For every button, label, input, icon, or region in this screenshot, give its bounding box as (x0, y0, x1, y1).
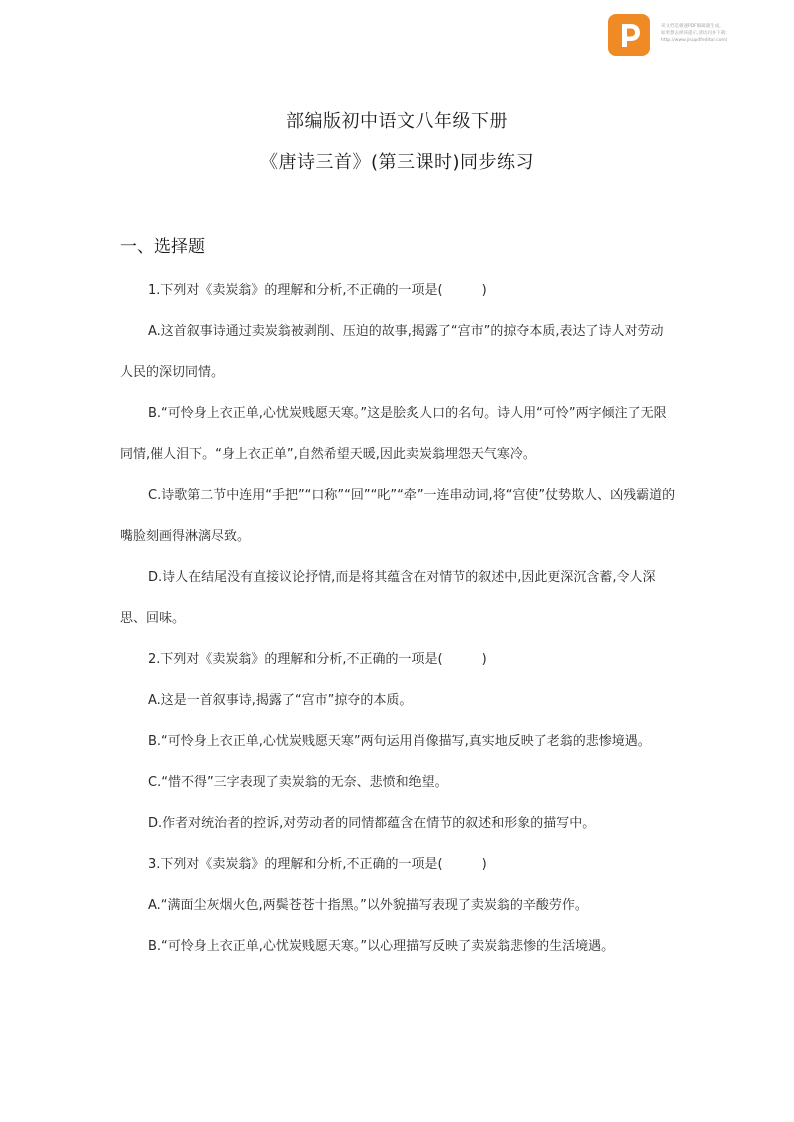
answer-option: C.诗歌第二节中连用“手把”“口称”“回”“叱”“牵”一连串动词,将“宫使”仗势欺人、凶残霸道的嘴脸刻画得淋漓尽致。 (120, 488, 676, 544)
watermark-line: 该文档是极速PDF编辑器生成, (661, 24, 721, 29)
pdf-editor-logo (608, 14, 650, 56)
answer-option: D.作者对统治者的控诉,对劳动者的同情都蕴含在情节的叙述和形象的描写中。 (148, 816, 596, 831)
document-title: 部编版初中语文八年级下册 (286, 111, 508, 132)
answer-option: A.“满面尘灰烟火色,两鬓苍苍十指黑。”以外貌描写表现了卖炭翁的辛酸劳作。 (148, 898, 588, 913)
watermark-url: http://www.jisupdfeditor.com/ (661, 38, 728, 43)
answer-option: B.“可怜身上衣正单,心忧炭贱愿天寒。”这是脍炙人口的名句。诗人用“可怜”两字倾注了无限同情,催人泪下。“身上衣正单”,自然希望天暖,因此卖炭翁埋怨天气寒冷。 (120, 406, 667, 462)
watermark-line: 如果想去掉该提示,请访问并下载: (661, 31, 727, 36)
document-subtitle: 《唐诗三首》(第三课时)同步练习 (259, 152, 535, 173)
answer-option: C.“惜不得”三字表现了卖炭翁的无奈、悲愤和绝望。 (148, 775, 448, 790)
watermark-notice (661, 23, 789, 44)
question-content (120, 270, 676, 967)
answer-option: A.这首叙事诗通过卖炭翁被剥削、压迫的故事,揭露了“宫市”的掠夺本质,表达了诗人对劳动人民的深切同情。 (120, 324, 664, 380)
question-stem: 1.下列对《卖炭翁》的理解和分析,不正确的一项是( ) (148, 283, 487, 298)
answer-option: B.“可怜身上衣正单,心忧炭贱愿天寒”两句运用肖像描写,真实地反映了老翁的悲惨境遇。 (148, 734, 651, 749)
p-letter-icon (614, 20, 644, 50)
question-stem: 2.下列对《卖炭翁》的理解和分析,不正确的一项是( ) (148, 652, 487, 667)
answer-option: B.“可怜身上衣正单,心忧炭贱愿天寒。”以心理描写反映了卖炭翁悲惨的生活境遇。 (148, 939, 615, 954)
answer-option: D.诗人在结尾没有直接议论抒情,而是将其蕴含在对情节的叙述中,因此更深沉含蓄,令人深思、回味。 (120, 570, 656, 626)
question-stem: 3.下列对《卖炭翁》的理解和分析,不正确的一项是( ) (148, 857, 487, 872)
answer-option: A.这是一首叙事诗,揭露了“宫市”掠夺的本质。 (148, 693, 413, 708)
section-heading: 一、选择题 (120, 237, 205, 257)
